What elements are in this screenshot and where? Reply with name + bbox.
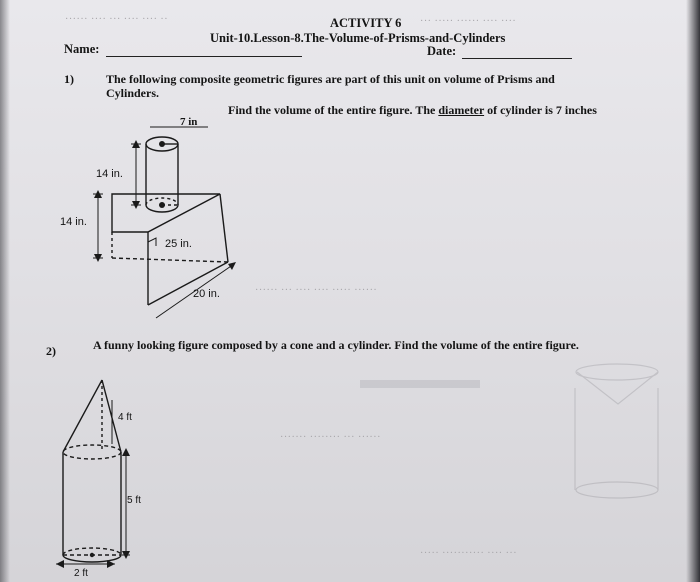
bleed-through-text: ····· ··········· ···· ··· bbox=[420, 548, 518, 559]
question-2-text: A funny looking figure composed by a cone and a cylinder. Find the volume of the entire figure. bbox=[93, 338, 579, 352]
question-1-text-line1: The following composite geometric figures are part of this unit on volume of Prisms and bbox=[106, 72, 555, 86]
question-1-text-line2: Cylinders. bbox=[106, 86, 160, 100]
cylinder-height-label-2: 5 ft bbox=[127, 495, 141, 506]
cone-height-label: 4 ft bbox=[118, 412, 132, 423]
cylinder-height-label: 14 in. bbox=[96, 168, 123, 180]
bleed-through-text: ······ ··· ···· ···· ····· ······ bbox=[255, 285, 378, 296]
bleed-through-text: ······· ········ ··· ······ bbox=[280, 432, 381, 443]
base-width-label: 2 ft bbox=[74, 568, 88, 579]
question-1-number: 1) bbox=[64, 72, 74, 86]
prism-depth-label: 25 in. bbox=[165, 238, 192, 250]
unit-title: Unit-10.Lesson-8.The-Volume-of-Prisms-and-Cylinders bbox=[210, 31, 506, 45]
activity-title: ACTIVITY 6 bbox=[330, 16, 402, 30]
instruction-diameter-underlined: diameter bbox=[438, 103, 485, 117]
prism-length-label: 20 in. bbox=[193, 288, 220, 300]
diameter-label: 7 in bbox=[180, 116, 198, 128]
instruction-part: of cylinder is 7 inches bbox=[484, 103, 597, 117]
bleed-through-text: ······ ···· ··· ···· ···· ·· bbox=[65, 14, 169, 25]
instruction-part: Find the volume of the entire figure. The bbox=[228, 103, 439, 117]
bleed-through-text: ··· ····· ······ ···· ···· bbox=[420, 16, 517, 27]
name-label: Name: bbox=[64, 42, 100, 56]
question-2-number: 2) bbox=[46, 344, 56, 358]
date-label: Date: bbox=[427, 44, 457, 58]
prism-height-label: 14 in. bbox=[60, 216, 87, 228]
